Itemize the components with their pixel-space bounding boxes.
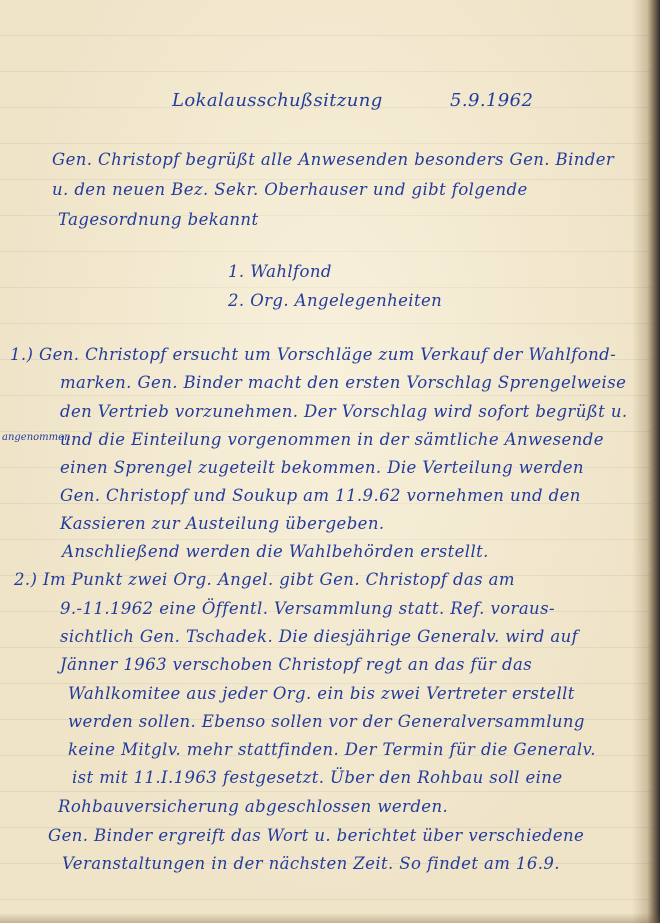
meeting-date: 5.9.1962 [450,90,534,111]
body-line: Gen. Binder ergreift das Wort u. berichtet über verschiedene [48,826,585,845]
body-line: 9.-11.1962 eine Öffentl. Versammlung statt. Ref. voraus- [60,599,555,618]
body-line: keine Mitglv. mehr stattfinden. Der Termin für die Generalv. [68,740,596,759]
body-line: Jänner 1963 verschoben Christopf regt an das für das [60,655,533,674]
agenda-item: 1. Wahlfond [228,262,332,281]
body-line: Kassieren zur Austeilung übergeben. [60,514,385,533]
body-line: marken. Gen. Binder macht den ersten Vorschlag Sprengelweise [60,373,627,392]
page-edge [632,0,660,923]
body-line: Gen. Christopf und Soukup am 11.9.62 vornehmen und den [60,486,581,505]
body-line: einen Sprengel zugeteilt bekommen. Die Verteilung werden [60,458,584,477]
body-line: sichtlich Gen. Tschadek. Die diesjährige Generalv. wird auf [60,627,579,646]
body-line: und die Einteilung vorgenommen in der sämtliche Anwesende [60,430,604,449]
body-line: den Vertrieb vorzunehmen. Der Vorschlag wird sofort begrüßt u. [60,402,628,421]
page-bottom-shadow [0,913,660,923]
body-line: 1.) Gen. Christopf ersucht um Vorschläge zum Verkauf der Wahlfond- [10,345,617,364]
body-line: Wahlkomitee aus jeder Org. ein bis zwei Vertreter erstellt [68,684,575,703]
body-line: werden sollen. Ebenso sollen vor der Generalversammlung [68,712,585,731]
body-line: Rohbauversicherung abgeschlossen werden. [58,797,449,816]
body-line: ist mit 11.I.1963 festgesetzt. Über den Rohbau soll eine [72,768,563,787]
intro-line: Gen. Christopf begrüßt alle Anwesenden besonders Gen. Binder [52,150,615,169]
page-title: Lokalausschußsitzung [172,90,383,111]
body-line: Veranstaltungen in der nächsten Zeit. So findet am 16.9. [62,854,560,873]
body-line: 2.) Im Punkt zwei Org. Angel. gibt Gen. Christopf das am [14,570,515,589]
intro-line: Tagesordnung bekannt [58,210,259,229]
body-line: Anschließend werden die Wahlbehörden erstellt. [62,542,489,561]
agenda-item: 2. Org. Angelegenheiten [228,291,443,310]
margin-note: angenommen [2,432,71,443]
intro-line: u. den neuen Bez. Sekr. Oberhauser und gibt folgende [52,180,528,199]
